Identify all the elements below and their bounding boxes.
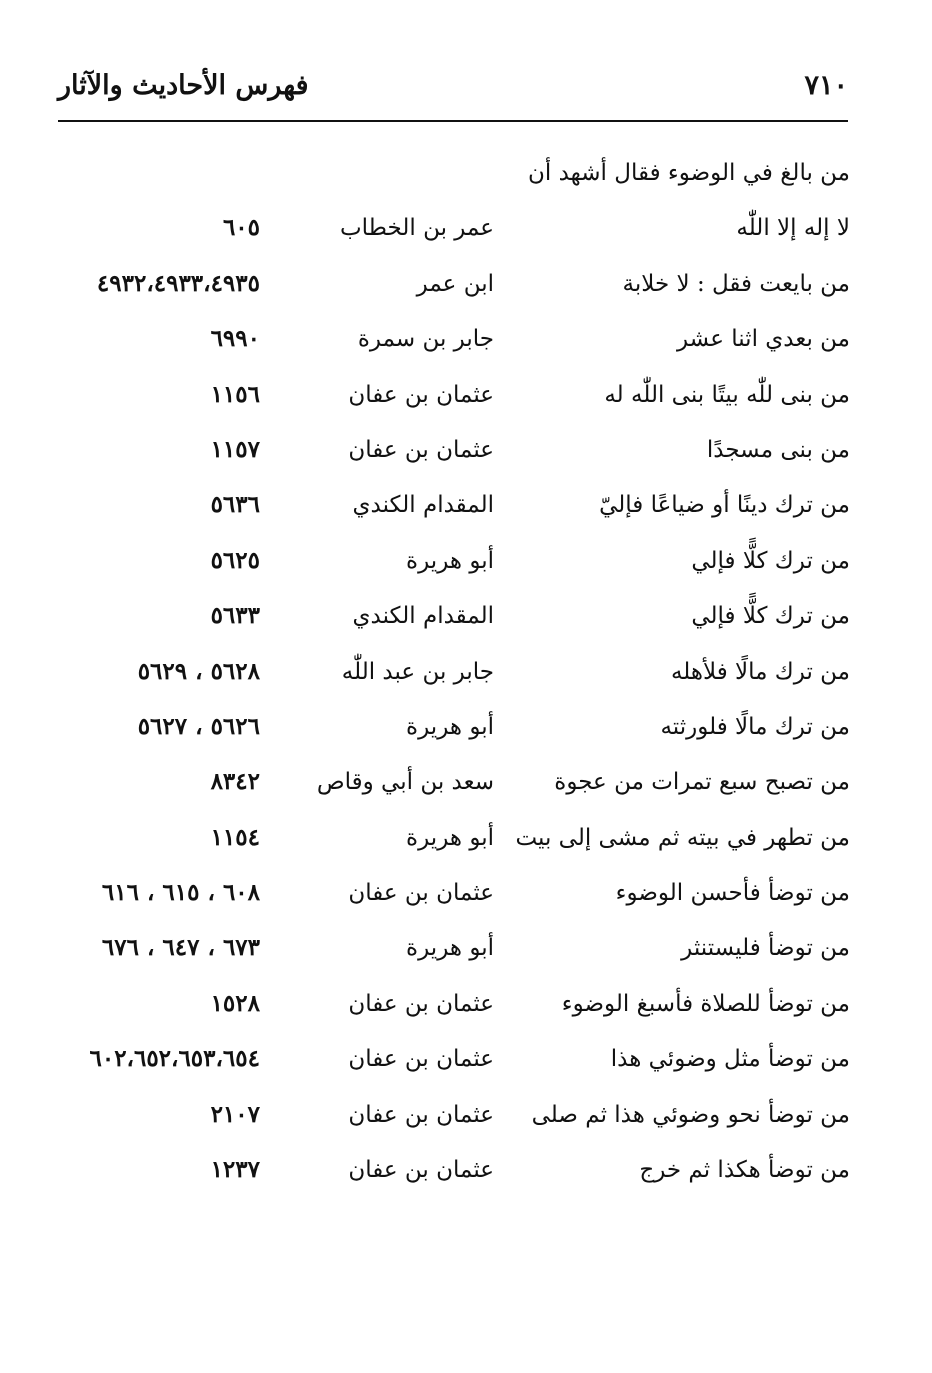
hadith-numbers: ١١٥٧: [210, 435, 260, 463]
narrator: ابن عمر: [416, 270, 494, 297]
index-entry: [50, 482, 850, 537]
hadith-numbers: ٦٠٢،٦٥٢،٦٥٣،٦٥٤: [89, 1045, 260, 1073]
hadith-numbers: ١٢٣٧: [210, 1156, 260, 1184]
index-entry: [50, 815, 850, 870]
hadith-text: من بالغ في الوضوء فقال أشهد أن: [528, 160, 850, 186]
hadith-text: من توضأ نحو وضوئي هذا ثم صلى: [531, 1101, 850, 1128]
hadith-text: من بايعت فقل : لا خلابة: [622, 270, 850, 297]
index-entry: [50, 981, 850, 1036]
page-number: ٧١٠: [804, 70, 848, 101]
running-title: فهرس الأحاديث والآثار: [58, 70, 309, 101]
index-entry: [50, 649, 850, 704]
hadith-text: من بعدي اثنا عشر: [676, 326, 850, 353]
hadith-text: من تطهر في بيته ثم مشى إلى بيت: [515, 824, 850, 851]
index-entry: [50, 205, 850, 260]
hadith-text: من توضأ للصلاة فأسبغ الوضوء: [561, 990, 850, 1017]
index-entry: [50, 372, 850, 427]
hadith-text: من ترك مالًا فلأهله: [670, 658, 850, 685]
hadith-numbers: ٦٠٥: [222, 214, 260, 242]
index-entry: [50, 759, 850, 814]
hadith-text: من توضأ فليستنثر: [681, 935, 850, 962]
index-entry: [50, 1092, 850, 1147]
hadith-numbers: ١٥٢٨: [210, 989, 260, 1017]
index-entry: [50, 704, 850, 759]
narrator: المقدام الكندي: [352, 603, 494, 630]
narrator: أبو هريرة: [406, 824, 494, 851]
hadith-numbers: ٥٦٢٦ ، ٥٦٢٧: [137, 712, 260, 740]
index-entry: [50, 261, 850, 316]
hadith-numbers: ١١٥٦: [210, 380, 260, 408]
hadith-numbers: ٦٧٣ ، ٦٤٧ ، ٦٧٦: [101, 934, 260, 962]
hadith-text: من بنى للّٰه بيتًا بنى اللّٰه له: [604, 381, 850, 408]
narrator: جابر بن سمرة: [357, 326, 494, 353]
hadith-numbers: ٥٦٣٦: [210, 491, 260, 519]
hadith-numbers: ٨٣٤٢: [210, 768, 260, 796]
hadith-numbers: ٤٩٣٢،٤٩٣٣،٤٩٣٥: [96, 269, 260, 297]
index-entry: [50, 316, 850, 371]
page-header: [58, 70, 848, 114]
narrator: سعد بن أبي وقاص: [316, 769, 494, 796]
index-entry: [50, 427, 850, 482]
index-entry: [50, 538, 850, 593]
hadith-text: من توضأ هكذا ثم خرج: [639, 1157, 850, 1184]
hadith-numbers: ٢١٠٧: [210, 1100, 260, 1128]
narrator: عمر بن الخطاب: [339, 215, 494, 242]
hadith-text: من ترك كلًّا فإلي: [691, 547, 850, 574]
header-rule: [58, 120, 848, 122]
index-entry: [50, 150, 850, 205]
narrator: عثمان بن عفان: [348, 1046, 494, 1073]
hadith-numbers: ٥٦٢٥: [210, 546, 260, 574]
narrator: عثمان بن عفان: [348, 1157, 494, 1184]
narrator: جابر بن عبد اللّٰه: [341, 658, 494, 685]
hadith-text: من بنى مسجدًا: [706, 436, 850, 463]
hadith-text: من ترك دينًا أو ضياعًا فإليّ: [599, 492, 850, 519]
hadith-text: من توضأ مثل وضوئي هذا: [610, 1046, 850, 1073]
narrator: عثمان بن عفان: [348, 880, 494, 907]
index-entry: [50, 1147, 850, 1202]
hadith-numbers: ٥٦٣٣: [210, 602, 260, 630]
narrator: عثمان بن عفان: [348, 1101, 494, 1128]
narrator: عثمان بن عفان: [348, 436, 494, 463]
hadith-text: من تصبح سبع تمرات من عجوة: [554, 769, 850, 796]
narrator: أبو هريرة: [406, 547, 494, 574]
hadith-numbers: ٦٠٨ ، ٦١٥ ، ٦١٦: [101, 879, 260, 907]
narrator: أبو هريرة: [406, 713, 494, 740]
narrator: عثمان بن عفان: [348, 990, 494, 1017]
hadith-text: من ترك كلًّا فإلي: [691, 603, 850, 630]
index-entry: [50, 925, 850, 980]
narrator: أبو هريرة: [406, 935, 494, 962]
hadith-numbers: ٥٦٢٨ ، ٥٦٢٩: [137, 657, 260, 685]
index-entry: [50, 593, 850, 648]
index-entries: [50, 150, 850, 1202]
index-entry: [50, 1036, 850, 1091]
narrator: عثمان بن عفان: [348, 381, 494, 408]
narrator: المقدام الكندي: [352, 492, 494, 519]
hadith-text: لا إله إلا اللّٰه: [736, 215, 850, 242]
hadith-numbers: ٦٩٩٠: [210, 325, 260, 353]
hadith-text: من ترك مالًا فلورثته: [660, 713, 850, 740]
hadith-text: من توضأ فأحسن الوضوء: [615, 880, 850, 907]
index-entry: [50, 870, 850, 925]
hadith-numbers: ١١٥٤: [210, 823, 260, 851]
